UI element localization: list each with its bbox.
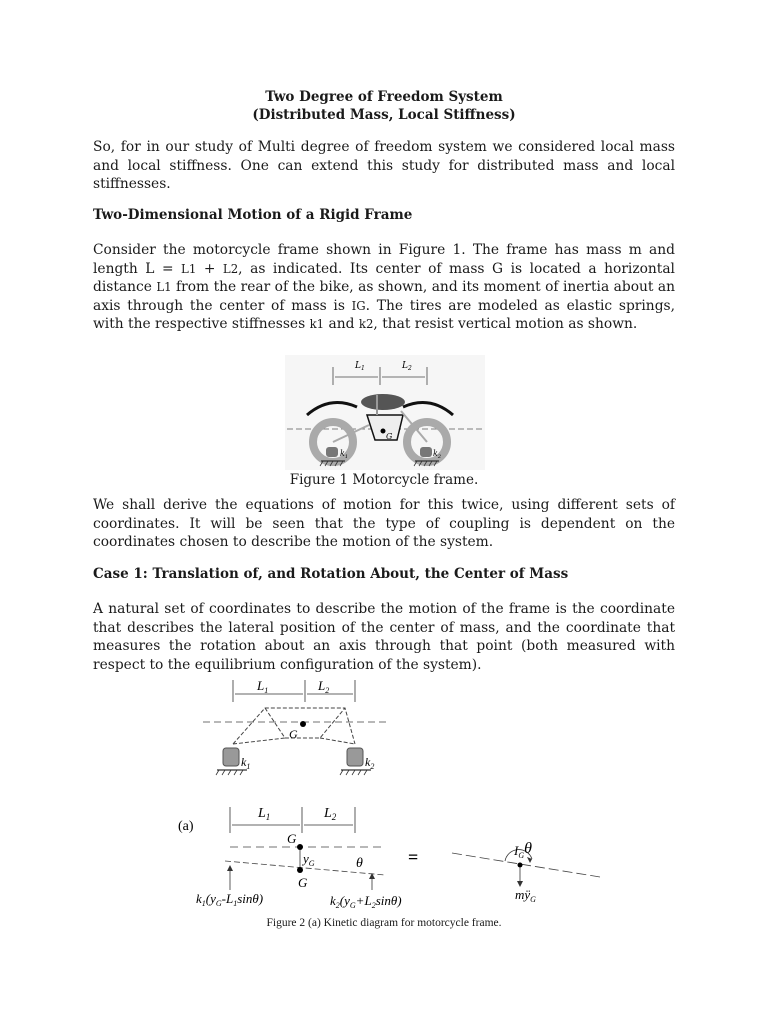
frame-ground-hatch-right xyxy=(340,770,367,775)
figure-1-caption: Figure 1 Motorcycle frame. xyxy=(289,472,479,488)
figure-2-frame-diagram xyxy=(195,672,395,782)
force-label-right: $k_2(y_G+L_2\sin\theta)$ xyxy=(330,893,402,910)
intro-paragraph: So, for in our study of Multi degree of freedom system we considered local mass and local stiffness. One can extend this study for distributed mass and local stiffnesses. xyxy=(93,139,675,193)
force-label-left: $k_1(y_G-L_1\sin\theta)$ xyxy=(196,891,264,908)
motorcycle-tank xyxy=(361,394,405,410)
figure-2-caption: Figure 2 (a) Kinetic diagram for motorcycle frame. xyxy=(266,917,502,929)
frame-spring-left xyxy=(223,748,239,766)
figure-2a-part-label: (a) xyxy=(178,819,194,834)
page-title-line1: Two Degree of Freedom System xyxy=(265,89,503,105)
figure-1-label-L1: $L_1$ xyxy=(355,361,365,372)
frame-label-k1: $k_1$ xyxy=(241,755,251,771)
kinetic-label-L2: $L_2$ xyxy=(324,806,337,822)
kinetic-label-yG: $y_G$ xyxy=(303,851,315,868)
figure-1-motorcycle-diagram xyxy=(285,355,485,470)
force-arrowhead-left xyxy=(227,865,233,871)
rigid-frame-paragraph: Consider the motorcycle frame shown in Figure 1. The frame has mass m and length L = L1 + L2, as indicated. Its center of mass G is located a horizontal distance L1 from the rear of the bike, as shown, and its moment of inertia about an axis through the center of mass is IG. The tires are modeled as elastic springs, with the respective stiffnesses k1 and k2, that resist vertical motion as shown. xyxy=(93,242,675,333)
case-1-paragraph: A natural set of coordinates to describe the motion of the frame is the coordinate that describes the lateral position of the center of mass, and the coordinate that measures the rotation about an axis through that point (both measured with respect to the equilibrium configuration of the system). xyxy=(93,601,675,673)
figure-1-label-L2: $L_2$ xyxy=(402,361,412,372)
inertia-force-label: $mÿ_G$ xyxy=(515,887,536,904)
section-heading-case-1: Case 1: Translation of, and Rotation About, the Center of Mass xyxy=(93,566,569,582)
kinetic-G-equilibrium xyxy=(297,844,303,850)
frame-ground-hatch-left xyxy=(216,770,243,775)
front-spring xyxy=(420,447,432,457)
coordinates-paragraph: We shall derive the equations of motion for this twice, using different sets of coordinates. It will be seen that the type of coupling is dependent on the coordinates chosen to describe the motion of the system. xyxy=(93,497,675,551)
moment-label: $I_G\theta$ xyxy=(514,840,532,860)
center-of-mass-dot xyxy=(381,429,386,434)
kinetic-G-displaced xyxy=(297,867,303,873)
figure-1-label-k2: $k_2$ xyxy=(433,449,442,460)
frame-center-of-mass xyxy=(300,721,306,727)
figure-2a-kinetic-diagram xyxy=(170,795,610,913)
page-title-line2: (Distributed Mass, Local Stiffness) xyxy=(252,107,516,123)
section-heading-rigid-frame: Two-Dimensional Motion of a Rigid Frame xyxy=(93,207,413,223)
kinetic-label-L1: $L_1$ xyxy=(258,806,271,822)
kinetic-rhs-center xyxy=(518,863,523,868)
kinetic-label-theta: θ xyxy=(356,856,363,871)
frame-label-L2: $L_2$ xyxy=(318,678,330,695)
frame-label-k2: $k_2$ xyxy=(365,755,375,771)
frame-label-L1: $L_1$ xyxy=(257,678,269,695)
equals-sign: = xyxy=(408,847,419,867)
kinetic-label-G-bottom: G xyxy=(298,875,308,890)
rear-spring xyxy=(326,447,338,457)
frame-label-G: G xyxy=(289,727,298,741)
figure-1-label-k1: $k_1$ xyxy=(340,449,349,460)
figure-1-label-G: G xyxy=(386,432,393,441)
frame-spring-right xyxy=(347,748,363,766)
kinetic-label-G-top: G xyxy=(287,831,297,846)
